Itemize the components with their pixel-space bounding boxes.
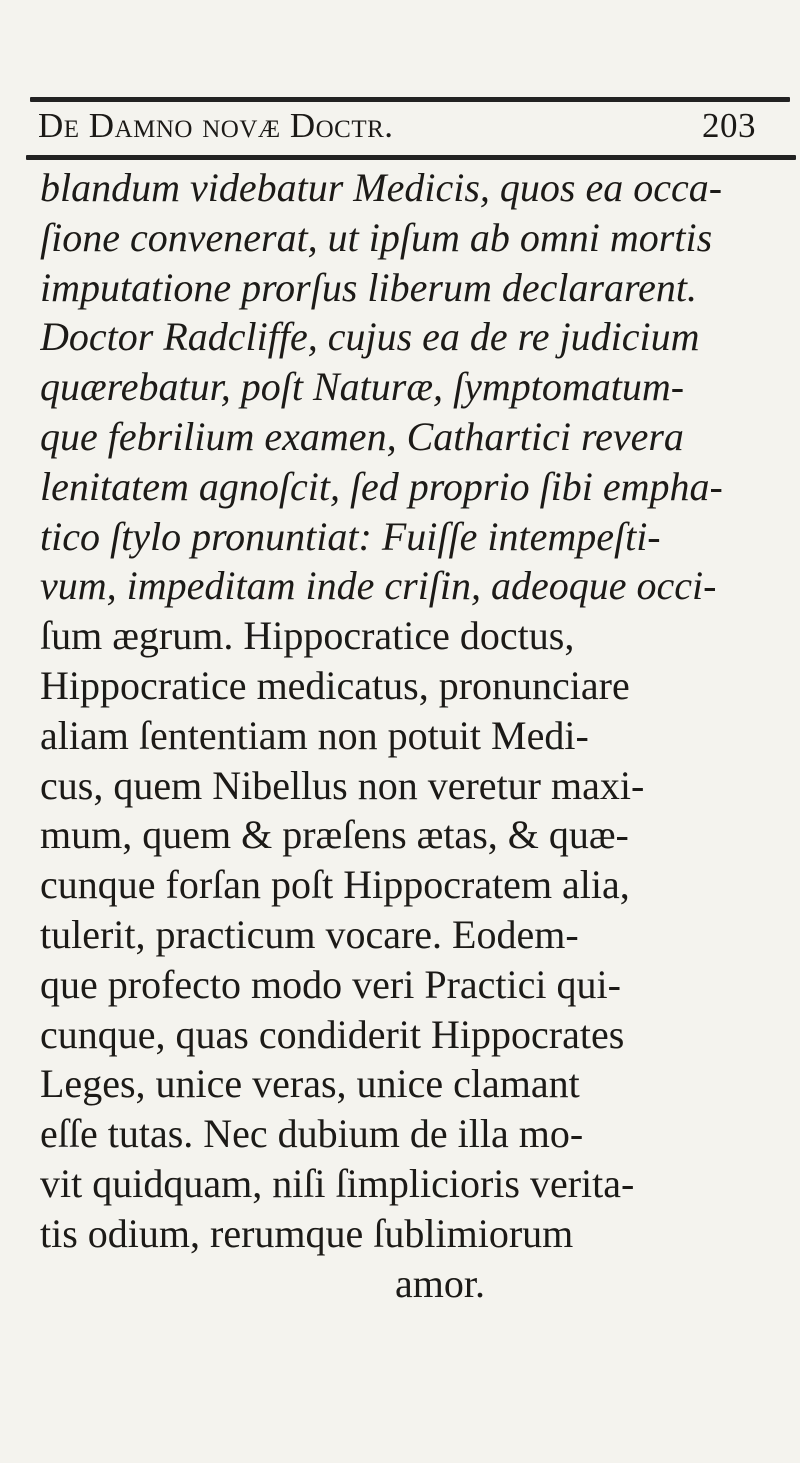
text-line: cus, quem Nibellus non veretur maxi- (40, 762, 645, 808)
text-line: Doctor Radcliffe, cujus ea de re judicium (40, 314, 700, 360)
text-line: quærebatur, poſt Naturæ, ſymptomatum- (40, 364, 685, 410)
text-line: aliam ſententiam non potuit Medi- (40, 712, 589, 758)
page-number: 203 (702, 106, 756, 145)
text-line: mum, quem & præſens ætas, & quæ- (40, 812, 629, 858)
text-line: ſione convenerat, ut ipſum ab omni mortis (40, 214, 713, 260)
text-line: que profecto modo veri Practici qui- (40, 961, 621, 1007)
text-line: lenitatem agnoſcit, ſed proprio ſibi empha- (40, 463, 723, 509)
running-title: De Damno novæ Doctr. (38, 106, 394, 145)
body-text (40, 163, 790, 1308)
text-line: cunque, quas condiderit Hippocrates (40, 1011, 625, 1057)
text-line: tico ſtylo pronuntiat: Fuiſſe intempeſti- (40, 513, 661, 559)
text-line: vum, impeditam inde criſin, adeoque occi- (40, 563, 717, 609)
text-line: Leges, unice veras, unice clamant (40, 1061, 580, 1107)
text-line: vit quidquam, niſi ſimplicioris verita- (40, 1160, 635, 1206)
text-line: cunque forſan poſt Hippocratem alia, (40, 862, 630, 908)
header-rule-bottom (26, 155, 796, 160)
text-line: imputatione prorſus liberum declararent. (40, 264, 697, 310)
text-line: tis odium, rerumque ſublimiorum (40, 1210, 574, 1256)
text-line: que febrilium examen, Cathartici revera (40, 413, 684, 459)
running-header (30, 102, 790, 150)
text-line: blandum videbatur Medicis, quos ea occa- (40, 165, 723, 210)
text-line-final: amor. (395, 1260, 485, 1306)
text-line: ſum ægrum. Hippocratice doctus, (40, 613, 575, 659)
text-line: tulerit, practicum vocare. Eodem- (40, 911, 579, 957)
text-line: eſſe tutas. Nec dubium de illa mo- (40, 1111, 584, 1157)
text-line: Hippocratice medicatus, pronunciare (40, 662, 630, 708)
